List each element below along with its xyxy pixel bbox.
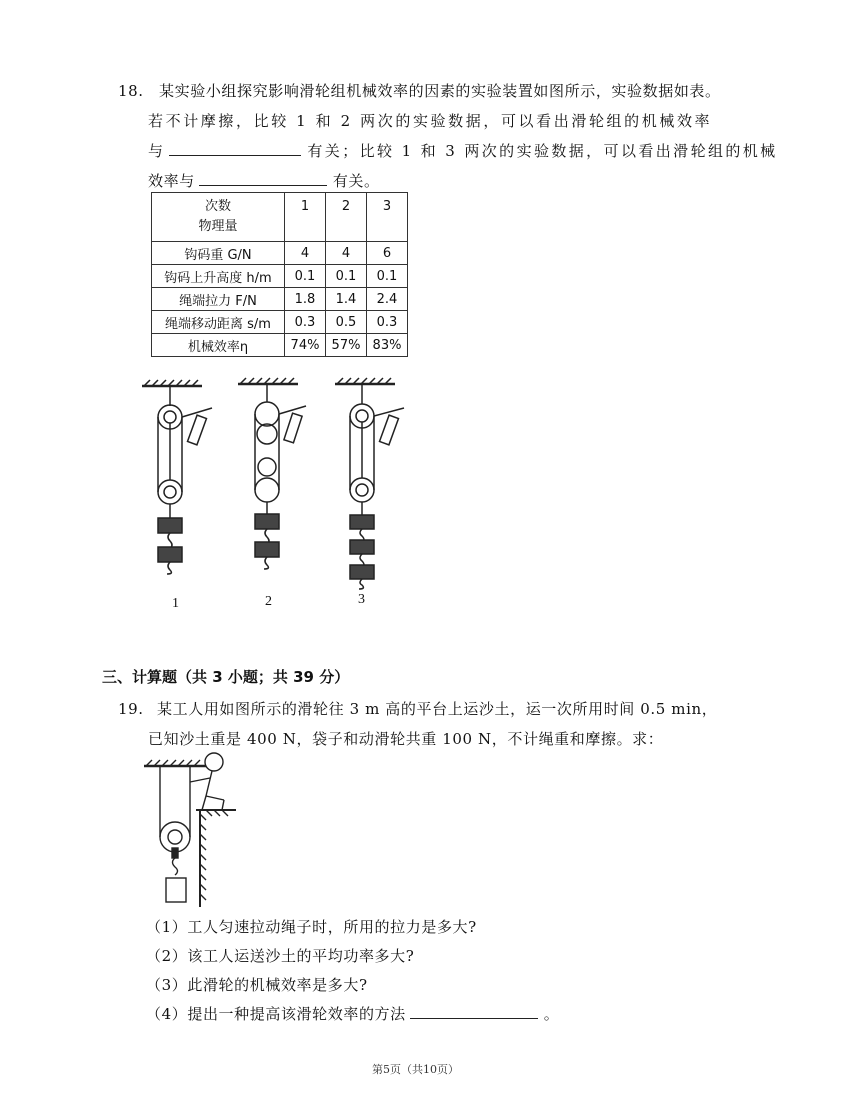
row-label: 钩码上升高度 h/m bbox=[152, 265, 285, 288]
figure-label-1: 1 bbox=[172, 596, 179, 611]
q18-line3 bbox=[148, 136, 778, 166]
q18-line2: 若不计摩擦，比较 1 和 2 两次的实验数据，可以看出滑轮组的机械效率 bbox=[148, 112, 713, 130]
q18-line4-pre: 效率与 bbox=[148, 172, 195, 190]
header-top-label: 次数 bbox=[204, 199, 231, 214]
page-footer: 第5页（共10页） bbox=[372, 1063, 459, 1076]
q19-number: 19. bbox=[118, 700, 144, 718]
table-cell: 6 bbox=[367, 242, 408, 265]
q19-sub-4 bbox=[146, 999, 559, 1029]
q18-text-1: 某实验小组探究影响滑轮组机械效率的因素的实验装置如图所示，实验数据如表。 bbox=[159, 82, 721, 100]
table-row bbox=[152, 311, 408, 334]
table-cell: 4 bbox=[285, 242, 326, 265]
table-cell: 0.3 bbox=[367, 311, 408, 334]
table-cell: 83% bbox=[367, 334, 408, 357]
table-row bbox=[152, 288, 408, 311]
table-corner-cell bbox=[152, 193, 285, 242]
table-row bbox=[152, 265, 408, 288]
row-label: 绳端拉力 F/N bbox=[152, 288, 285, 311]
q19-line1 bbox=[118, 694, 717, 724]
column-header-2: 2 bbox=[326, 193, 367, 242]
pulley-setup-1 bbox=[142, 380, 212, 574]
q19-sub-2: （2）该工人运送沙土的平均功率多大? bbox=[146, 947, 415, 965]
q19-text-1: 某工人用如图所示的滑轮往 3 m 高的平台上运沙土，运一次所用时间 0.5 min， bbox=[157, 700, 718, 718]
table-cell: 0.3 bbox=[285, 311, 326, 334]
table-row bbox=[152, 334, 408, 357]
pulley-setup-2 bbox=[238, 378, 306, 569]
q19-line2: 已知沙土重是 400 N，袋子和动滑轮共重 100 N，不计绳重和摩擦。求： bbox=[148, 730, 664, 748]
answer-blank-3[interactable] bbox=[410, 1000, 538, 1019]
pulley-setups-figure bbox=[130, 372, 440, 622]
figure-label-3: 3 bbox=[358, 592, 365, 607]
column-header-3: 3 bbox=[367, 193, 408, 242]
pulley-setup-3 bbox=[335, 378, 404, 589]
experiment-data-table bbox=[151, 192, 408, 357]
worker-pulley-figure bbox=[140, 752, 250, 912]
header-bottom-label: 物理量 bbox=[198, 219, 238, 234]
table-cell: 74% bbox=[285, 334, 326, 357]
figure-label-2: 2 bbox=[265, 594, 272, 609]
table-cell: 2.4 bbox=[367, 288, 408, 311]
q18-line4-post: 有关。 bbox=[332, 172, 380, 190]
table-header-row bbox=[152, 193, 408, 242]
table-cell: 0.1 bbox=[367, 265, 408, 288]
table-cell: 0.1 bbox=[326, 265, 367, 288]
q18-line3-pre: 与 bbox=[148, 142, 166, 160]
table-row bbox=[152, 242, 408, 265]
table-cell: 57% bbox=[326, 334, 367, 357]
answer-blank-1[interactable] bbox=[169, 137, 301, 156]
q19-sub-4-pre: （4）提出一种提高该滑轮效率的方法 bbox=[146, 1005, 406, 1023]
table-cell: 0.5 bbox=[326, 311, 367, 334]
q19-sub-4-post: 。 bbox=[543, 1005, 560, 1023]
table-cell: 4 bbox=[326, 242, 367, 265]
q19-sub-3: （3）此滑轮的机械效率是多大? bbox=[146, 976, 368, 994]
answer-blank-2[interactable] bbox=[199, 167, 327, 186]
q19-sub-1: （1）工人匀速拉动绳子时，所用的拉力是多大? bbox=[146, 918, 477, 936]
column-header-1: 1 bbox=[285, 193, 326, 242]
q18-line1 bbox=[118, 76, 721, 106]
table-cell: 0.1 bbox=[285, 265, 326, 288]
q18-number: 18. bbox=[118, 82, 144, 100]
table-cell: 1.4 bbox=[326, 288, 367, 311]
q18-line3-post: 有关；比较 1 和 3 两次的实验数据，可以看出滑轮组的机械 bbox=[307, 142, 778, 160]
section-heading: 三、计算题（共 3 小题；共 39 分） bbox=[102, 668, 350, 686]
row-label: 机械效率η bbox=[152, 334, 285, 357]
row-label: 绳端移动距离 s/m bbox=[152, 311, 285, 334]
table-cell: 1.8 bbox=[285, 288, 326, 311]
row-label: 钩码重 G/N bbox=[152, 242, 285, 265]
